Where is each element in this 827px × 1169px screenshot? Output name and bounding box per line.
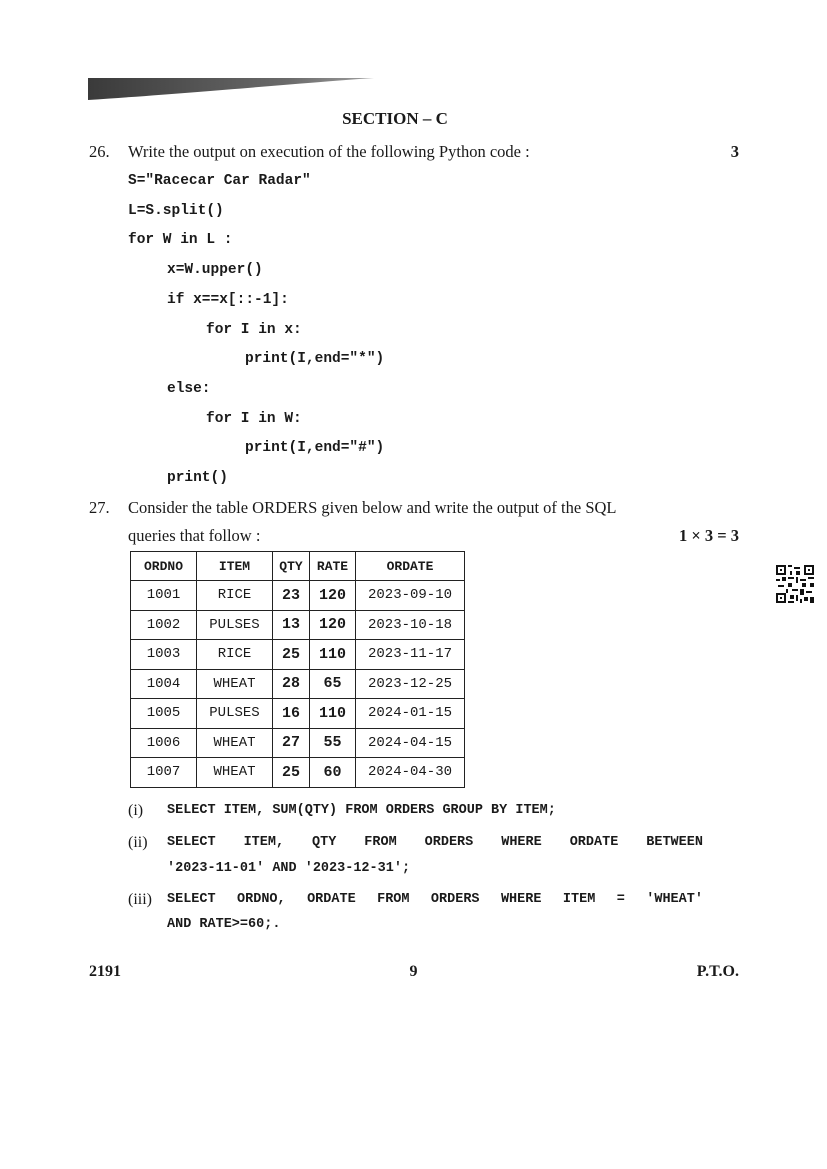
table-cell: PULSES	[197, 610, 273, 640]
table-cell: 2024-04-30	[356, 758, 465, 788]
question-26-text: Write the output on execution of the following Python code :	[128, 142, 530, 161]
please-turn-over: P.T.O.	[696, 963, 739, 980]
table-cell: 16	[273, 699, 310, 729]
table-cell: 1006	[131, 728, 197, 758]
question-26-marks: 3	[730, 142, 739, 161]
table-cell: 25	[273, 758, 310, 788]
question-27-number: 27.	[89, 498, 110, 517]
qr-code-icon	[776, 565, 814, 603]
table-cell: 2023-11-17	[356, 640, 465, 670]
table-cell: 2024-01-15	[356, 699, 465, 729]
table-cell: WHEAT	[197, 669, 273, 699]
table-cell: 1004	[131, 669, 197, 699]
code-line: print(I,end="#")	[245, 440, 385, 457]
table-cell: 1003	[131, 640, 197, 670]
table-cell: 27	[273, 728, 310, 758]
table-row	[131, 581, 465, 611]
sql-word: ITEM,	[243, 835, 285, 850]
sql-word: ORDATE	[307, 892, 356, 907]
code-line: for W in L :	[128, 232, 233, 249]
orders-table	[130, 551, 465, 788]
sql-word: ORDNO,	[237, 892, 286, 907]
code-line: for I in W:	[206, 410, 302, 427]
sql-word: FROM	[364, 835, 397, 850]
code-line: S="Racecar Car Radar"	[128, 173, 311, 189]
table-cell: 65	[310, 669, 356, 699]
query-2-line2: '2023-11-01' AND '2023-12-31';	[167, 861, 411, 876]
sql-word: WHERE	[500, 892, 542, 907]
sql-word: BETWEEN	[646, 835, 703, 850]
paper-code: 2191	[89, 963, 121, 980]
sql-word: FROM	[377, 892, 410, 907]
table-cell: 55	[310, 728, 356, 758]
table-cell: WHEAT	[197, 728, 273, 758]
table-cell: 2024-04-15	[356, 728, 465, 758]
table-cell: 110	[310, 640, 356, 670]
table-cell: 120	[310, 610, 356, 640]
table-cell: 25	[273, 640, 310, 670]
table-cell: 1005	[131, 699, 197, 729]
query-3-label: (iii)	[128, 891, 152, 908]
table-cell: RICE	[197, 581, 273, 611]
query-1-line1: SELECT ITEM, SUM(QTY) FROM ORDERS GROUP BY ITEM;	[167, 803, 556, 818]
table-cell: 13	[273, 610, 310, 640]
sql-word: ORDERS	[424, 835, 474, 850]
code-line: print()	[167, 470, 228, 486]
sql-word: ITEM	[562, 892, 596, 907]
sql-word: ORDERS	[430, 892, 480, 907]
sql-word: ORDATE	[569, 835, 619, 850]
table-cell: 1007	[131, 758, 197, 788]
table-cell: 2023-09-10	[356, 581, 465, 611]
section-title: SECTION – C	[342, 109, 448, 128]
table-row	[131, 699, 465, 729]
column-header: QTY	[273, 552, 310, 581]
question-27-text-line2: queries that follow :	[128, 526, 261, 545]
table-row	[131, 728, 465, 758]
sql-word: SELECT	[167, 892, 216, 907]
header-banner	[88, 78, 374, 100]
sql-word: SELECT	[167, 835, 216, 850]
table-cell: 120	[310, 581, 356, 611]
table-cell: 2023-10-18	[356, 610, 465, 640]
table-cell: 1002	[131, 610, 197, 640]
query-2-label: (ii)	[128, 834, 148, 851]
question-27-text-line1: Consider the table ORDERS given below and write the output of the SQL	[128, 498, 617, 517]
code-line: L=S.split()	[128, 202, 224, 219]
question-26-number: 26.	[89, 142, 110, 161]
table-cell: 2023-12-25	[356, 669, 465, 699]
table-cell: WHEAT	[197, 758, 273, 788]
column-header: ITEM	[197, 552, 273, 581]
table-row	[131, 758, 465, 788]
table-row	[131, 640, 465, 670]
code-line: x=W.upper()	[167, 262, 263, 279]
column-header: RATE	[310, 552, 356, 581]
table-cell: RICE	[197, 640, 273, 670]
table-row	[131, 610, 465, 640]
code-line: else:	[167, 380, 211, 397]
sql-word: QTY	[312, 835, 337, 850]
table-header-row	[131, 552, 465, 581]
code-line: if x==x[::-1]:	[167, 291, 289, 308]
table-cell: 28	[273, 669, 310, 699]
query-2-line1	[167, 835, 703, 850]
code-line: print(I,end="*")	[245, 351, 385, 368]
sql-word: 'WHEAT'	[646, 892, 703, 907]
sql-word: =	[616, 892, 625, 907]
query-3-line1	[167, 892, 703, 907]
query-1-label: (i)	[128, 802, 144, 819]
table-cell: 110	[310, 699, 356, 729]
code-line: for I in x:	[206, 321, 302, 338]
column-header: ORDATE	[356, 552, 465, 581]
question-27-marks: 1 × 3 = 3	[678, 526, 739, 545]
page-number: 9	[409, 963, 418, 980]
sql-word: WHERE	[501, 835, 542, 850]
table-cell: 23	[273, 581, 310, 611]
table-cell: PULSES	[197, 699, 273, 729]
query-3-line2: AND RATE>=60;.	[167, 917, 281, 932]
table-cell: 1001	[131, 581, 197, 611]
column-header: ORDNO	[131, 552, 197, 581]
table-row	[131, 669, 465, 699]
table-cell: 60	[310, 758, 356, 788]
